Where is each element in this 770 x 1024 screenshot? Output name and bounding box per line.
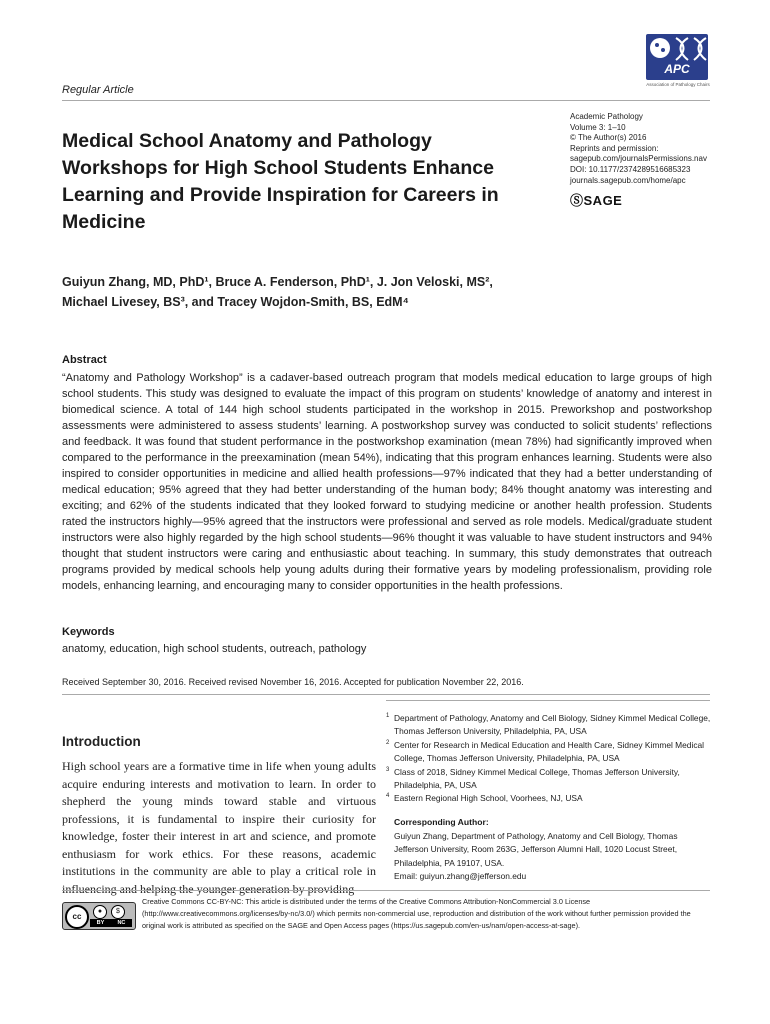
apc-logo-subtitle: Association of Pathology Chairs bbox=[646, 82, 710, 87]
affiliation-number: 2 bbox=[386, 739, 390, 746]
noncommercial-icon: $ bbox=[111, 905, 125, 919]
doi-line[interactable]: DOI: 10.1177/2374289516685323 bbox=[570, 164, 691, 174]
corresponding-author-email[interactable]: Email: guiyun.zhang@jefferson.edu bbox=[394, 871, 527, 882]
corresponding-author-heading: Corresponding Author: bbox=[394, 817, 489, 827]
cc-license-badge[interactable] bbox=[62, 902, 136, 930]
abstract-text: “Anatomy and Pathology Workshop” is a cadaver-based outreach program that models medical education to large groups of high school students. This study was designed to evaluate the impact of this program on students’ knowledge of anatomy and interest in biomedical science. A total of 144 high school students participated in the workshop in 2015. Preworkshop and postworkshop assessments were administered to assess students’ learning. A postworkshop survey was conducted to solicit students’ reflections and feedback. It was found that student performance in the postworkshop examination (mean 78%) had significantly improved when compared to the performance in the preexamination (mean 54%), indicating that this program enhances learning. Students were also inspired to consider opportunities in medicine and allied health professions—97% indicated that they had a better understanding of medical education; 95% agreed that they had better understanding of the human body; 84% thought anatomy was interesting and exciting; and 62% of the students indicated that they looked forward to studying medicine or another health profession. Students rated the instructors highly—95% agreed that the instructors were professional and served as role models. Medical/graduate student instructors were also highly regarded by the high school students—96% thought it was valuable to have student instructors and 94% thought that student instructors were caring and enthusiastic about teaching. In summary, this study demonstrates that outreach programs provided by medical schools help young adults during their formative years by modeling professionalism, providing role models, enhancing learning, and encouraging many to consider opportunities in the health professions. bbox=[62, 372, 712, 592]
journal-site[interactable]: journals.sagepub.com/home/apc bbox=[570, 175, 686, 185]
affiliation-item bbox=[386, 739, 712, 766]
cc-nc-label: NC bbox=[117, 920, 126, 926]
apc-logo-mark bbox=[646, 34, 708, 80]
affiliation-text: Eastern Regional High School, Voorhees, NJ, USA bbox=[394, 793, 583, 804]
author-line-1: Guiyun Zhang, MD, PhD¹, Bruce A. Fenderson, PhD¹, J. Jon Veloski, MS², bbox=[62, 275, 493, 289]
attribution-icon: ● bbox=[93, 905, 107, 919]
affiliation-number: 4 bbox=[386, 793, 390, 800]
received-dates: Received September 30, 2016. Received revised November 16, 2016. Accepted for publication November 22, 2016. bbox=[62, 677, 524, 687]
affiliation-number: 1 bbox=[386, 713, 390, 719]
author-list bbox=[62, 272, 662, 312]
article-title: Medical School Anatomy and Pathology Workshops for High School Students Enhance Learning and Provide Inspiration for Careers in Medicine bbox=[62, 130, 499, 233]
keywords-text: anatomy, education, high school students, outreach, pathology bbox=[62, 643, 367, 655]
abstract-heading: Abstract bbox=[62, 354, 107, 366]
section-divider bbox=[62, 694, 710, 695]
affiliation-list bbox=[386, 712, 712, 806]
cc-by-label: BY bbox=[96, 920, 105, 926]
journal-volume: Volume 3: 1–10 bbox=[570, 122, 626, 132]
header-divider bbox=[62, 100, 710, 101]
affiliation-divider bbox=[386, 700, 710, 701]
corresponding-author-address: Guiyun Zhang, Department of Pathology, Anatomy and Cell Biology, Thomas Jefferson University, Room 263G, Jefferson Alumni Hall, 1020 Locust Street, Philadelphia, PA 19107, USA. bbox=[394, 831, 678, 868]
dna-helix-icon bbox=[646, 34, 708, 64]
copyright-line: © The Author(s) 2016 bbox=[570, 133, 647, 143]
cc-badge-labels bbox=[90, 919, 132, 927]
author-line-2: Michael Livesey, BS³, and Tracey Wojdon-Smith, BS, EdM⁴ bbox=[62, 295, 409, 309]
introduction-text: High school years are a formative time in life when young adults acquire enduring interests and motivation to learn. In order to shepherd the young minds toward stable and virtuous professions, it is fundamental to inspire their curiosity for knowledge, foster their interest in art and science, and promote enthusiasm for work ethics. For these reasons, academic institutions in the community are able to play a critical role in influencing and helping the younger generation by providing bbox=[62, 759, 376, 896]
article-type-label: Regular Article bbox=[62, 84, 134, 96]
keywords-heading: Keywords bbox=[62, 626, 115, 638]
sage-logo bbox=[570, 190, 622, 209]
sage-symbol-icon: Ⓢ bbox=[570, 193, 584, 208]
journal-meta bbox=[570, 112, 707, 186]
affiliation-text: Class of 2018, Sidney Kimmel Medical College, Thomas Jefferson University, Philadelphia, PA, USA bbox=[394, 766, 680, 791]
license-text: Creative Commons CC-BY-NC: This article is distributed under the terms of the Creative Commons Attribution-NonCommercial 3.0 License (http://www.creativecommons.org/licenses/by-nc/3.0/) which permits non-commercial use, reproduction and distribution of the work without further permission provided the original work is attributed as specified on the SAGE and Open Access pages (https://us.sagepub.com/en-us/nam/open-access-at-sage). bbox=[142, 897, 691, 930]
introduction-heading: Introduction bbox=[62, 734, 141, 749]
corresponding-author bbox=[394, 830, 712, 884]
reprints-url[interactable]: sagepub.com/journalsPermissions.nav bbox=[570, 154, 707, 164]
apc-logo bbox=[646, 34, 712, 92]
affiliation-text: Department of Pathology, Anatomy and Cell Biology, Sidney Kimmel Medical College, Thomas Jefferson University, Philadelphia, PA, USA bbox=[394, 713, 711, 737]
affiliation-item bbox=[386, 766, 712, 793]
affiliation-item bbox=[386, 712, 712, 739]
sage-logo-text: SAGE bbox=[583, 193, 623, 208]
journal-name: Academic Pathology bbox=[570, 112, 643, 121]
footer-divider bbox=[62, 890, 710, 891]
affiliation-item bbox=[386, 792, 712, 805]
reprints-line: Reprints and permission: bbox=[570, 143, 659, 153]
cc-icon: cc bbox=[65, 905, 89, 929]
apc-logo-text: APC bbox=[664, 62, 690, 76]
affiliation-number: 3 bbox=[386, 766, 390, 773]
affiliation-text: Center for Research in Medical Education and Health Care, Sidney Kimmel Medical College, Thomas Jefferson University, Philadelphia, PA, USA bbox=[394, 739, 705, 764]
